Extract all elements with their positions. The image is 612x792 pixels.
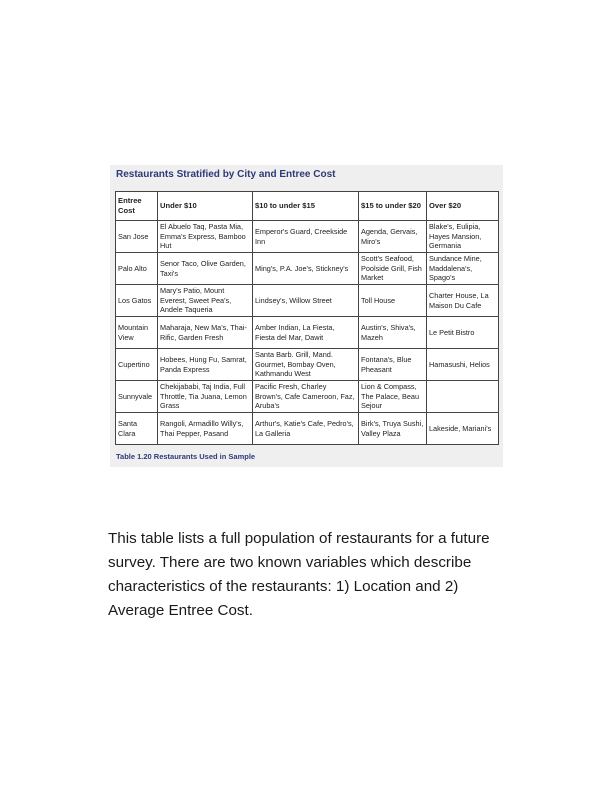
table-cell: Toll House — [359, 285, 427, 317]
city-cell: Sunnyvale — [116, 381, 158, 413]
header-over-20: Over $20 — [427, 192, 499, 221]
table-cell: Santa Barb. Grill, Mand. Gourmet, Bombay Oven, Kathmandu West — [253, 349, 359, 381]
table-row — [116, 317, 499, 349]
table-cell: Agenda, Gervais, Miro's — [359, 221, 427, 253]
table-cell: Le Petit Bistro — [427, 317, 499, 349]
table-cell: Lion & Compass, The Palace, Beau Sejour — [359, 381, 427, 413]
table-caption: Table 1.20 Restaurants Used in Sample — [116, 452, 256, 461]
table-cell: Chekijababi, Taj India, Full Throttle, Tia Juana, Lemon Grass — [158, 381, 253, 413]
table-cell: El Abuelo Taq, Pasta Mia, Emma's Express, Bamboo Hut — [158, 221, 253, 253]
city-cell: Los Gatos — [116, 285, 158, 317]
figure-title: Restaurants Stratified by City and Entree Cost — [116, 169, 336, 180]
table-cell: Hobees, Hung Fu, Samrat, Panda Express — [158, 349, 253, 381]
table-row — [116, 413, 499, 445]
table-header-row — [116, 192, 499, 221]
header-10-to-15: $10 to under $15 — [253, 192, 359, 221]
body-paragraph: This table lists a full population of restaurants for a future survey. There are two known variables which describe characteristics of the restaurants: 1) Location and 2) Average Entree Cost. — [108, 530, 490, 619]
table-cell: Lindsey's, Willow Street — [253, 285, 359, 317]
table-cell: Blake's, Eulipia, Hayes Mansion, Germania — [427, 221, 499, 253]
table-cell: Senor Taco, Olive Garden, Taxi's — [158, 253, 253, 285]
table-cell: Mary's Patio, Mount Everest, Sweet Pea's, Andele Taqueria — [158, 285, 253, 317]
header-entree-cost: Entree Cost — [116, 192, 158, 221]
table-row — [116, 253, 499, 285]
table-cell: Lakeside, Mariani's — [427, 413, 499, 445]
table-cell: Birk's, Truya Sushi, Valley Plaza — [359, 413, 427, 445]
table-cell: Maharaja, New Ma's, Thai-Rific, Garden Fresh — [158, 317, 253, 349]
city-cell: Santa Clara — [116, 413, 158, 445]
table-cell: Scott's Seafood, Poolside Grill, Fish Market — [359, 253, 427, 285]
table-cell: Amber Indian, La Fiesta, Fiesta del Mar, Dawit — [253, 317, 359, 349]
table-cell: Austin's, Shiva's, Mazeh — [359, 317, 427, 349]
table-cell: Ming's, P.A. Joe's, Stickney's — [253, 253, 359, 285]
table-cell: Arthur's, Katie's Cafe, Pedro's, La Galleria — [253, 413, 359, 445]
table-cell: Charter House, La Maison Du Cafe — [427, 285, 499, 317]
table-row — [116, 349, 499, 381]
city-cell: Palo Alto — [116, 253, 158, 285]
table-cell: Emperor's Guard, Creekside Inn — [253, 221, 359, 253]
city-cell: Mountain View — [116, 317, 158, 349]
table-row — [116, 381, 499, 413]
table-row — [116, 221, 499, 253]
table-cell: Hamasushi, Helios — [427, 349, 499, 381]
city-cell: Cupertino — [116, 349, 158, 381]
restaurants-table — [115, 191, 499, 445]
table-cell: Pacific Fresh, Charley Brown's, Cafe Cameroon, Faz, Aruba's — [253, 381, 359, 413]
table-cell: Rangoli, Armadillo Willy's, Thai Pepper, Pasand — [158, 413, 253, 445]
table-cell: Fontana's, Blue Pheasant — [359, 349, 427, 381]
table-cell: Sundance Mine, Maddalena's, Spago's — [427, 253, 499, 285]
table-figure — [110, 165, 503, 467]
table-cell — [427, 381, 499, 413]
header-under-10: Under $10 — [158, 192, 253, 221]
header-15-to-20: $15 to under $20 — [359, 192, 427, 221]
city-cell: San Jose — [116, 221, 158, 253]
table-row — [116, 285, 499, 317]
